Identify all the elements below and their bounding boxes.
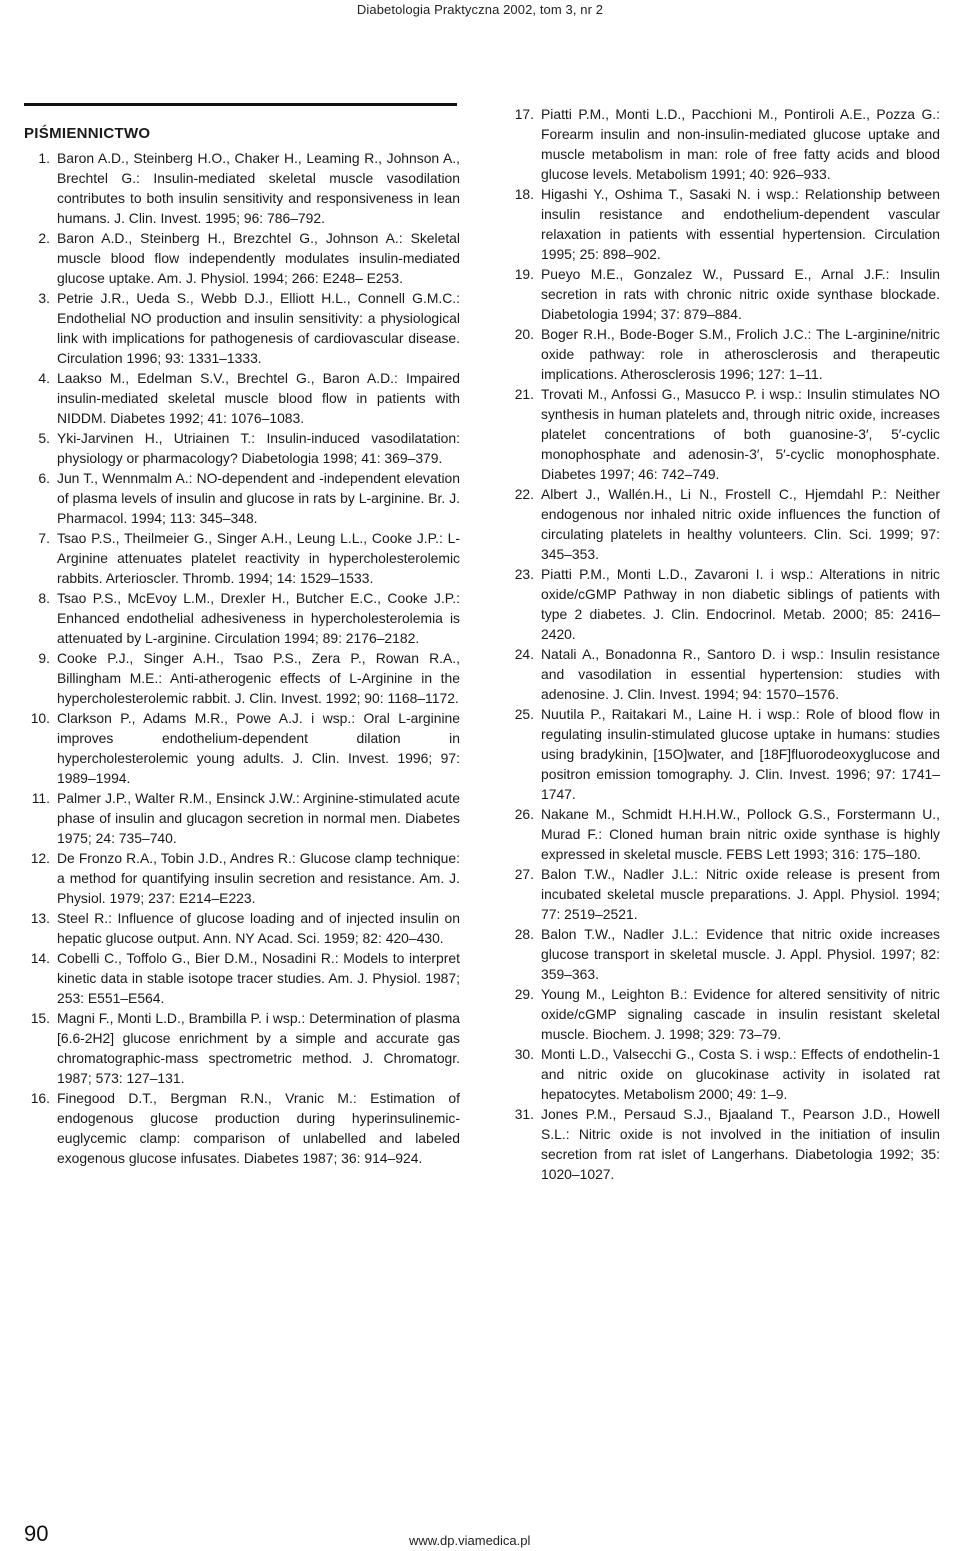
section-title: PIŚMIENNICTWO [24,125,151,142]
reference-number: 12. [30,850,50,866]
reference-number: 4. [38,370,50,386]
reference-text: Jun T., Wennmalm A.: NO-dependent and -independent elevation of plasma levels of insulin and glucose in rats by L-arginine. Br. J. Pharmacol. 1994; 113: 345–348. [57,470,460,526]
reference-text: Clarkson P., Adams M.R., Powe A.J. i wsp.: Oral L-arginine improves endothelium-dependent dilation in hypercholesterolemic young adults. J. Clin. Invest. 1996; 97: 1989–1994. [57,710,460,786]
reference-text: Petrie J.R., Ueda S., Webb D.J., Elliott H.L., Connell G.M.C.: Endothelial NO production and insulin sensitivity: a physiological link with implications for pathogenesis of cardiovascular disease. Circulation 1996; 93: 1331–1333. [57,290,460,366]
reference-text: Higashi Y., Oshima T., Sasaki N. i wsp.: Relationship between insulin resistance and endothelium-dependent vascular relaxation in patients with essential hypertension. Circulation 1995; 25: 898–902. [541,186,940,262]
reference-item [508,184,940,264]
reference-text: Laakso M., Edelman S.V., Brechtel G., Baron A.D.: Impaired insulin-mediated skeletal muscle blood flow in patients with NIDDM. Diabetes 1992; 41: 1076–1083. [57,370,460,426]
reference-number: 29. [514,986,534,1002]
reference-text: Cooke P.J., Singer A.H., Tsao P.S., Zera P., Rowan R.A., Billingham M.E.: Anti-atherogenic effects of L-Arginine in the hypercholesterolemic rabbit. J. Clin. Invest. 1992; 90: 1168–1172. [57,650,460,706]
page-number: 90 [24,1521,49,1546]
reference-item [508,104,940,184]
reference-item [24,788,460,848]
reference-text: Nakane M., Schmidt H.H.H.W., Pollock G.S., Forstermann U., Murad F.: Cloned human brain nitric oxide synthase is highly expressed in skeletal muscle. FEBS Lett 1993; 316: 175–180. [541,806,940,862]
top-rule [24,103,457,106]
reference-number: 24. [514,646,534,662]
reference-number: 17. [514,106,534,122]
reference-text: Albert J., Wallén.H., Li N., Frostell C., Hjemdahl P.: Neither endogenous nor inhaled nitric oxide influences the function of circulating platelets in healthy volunteers. Clin. Sci. 1999; 97: 345–353. [541,486,940,562]
reference-number: 9. [38,650,50,666]
reference-number: 22. [514,486,534,502]
reference-item [24,288,460,368]
reference-number: 14. [30,950,50,966]
reference-number: 25. [514,706,534,722]
reference-number: 21. [514,386,534,402]
reference-number: 20. [514,326,534,342]
reference-item [24,528,460,588]
reference-number: 5. [38,430,50,446]
reference-item [508,384,940,484]
reference-text: Magni F., Monti L.D., Brambilla P. i wsp.: Determination of plasma [6.6-2H2] glucose enrichment by a simple and accurate gas chromatographic-mass spectrometric method. J. Chromatogr. 1987; 573: 127–131. [57,1010,460,1086]
reference-text: Yki-Jarvinen H., Utriainen T.: Insulin-induced vasodilatation: physiology or pharmacology? Diabetologia 1998; 41: 369–379. [57,430,460,466]
reference-number: 13. [30,910,50,926]
references-right-column [508,104,940,1184]
reference-text: Boger R.H., Bode-Boger S.M., Frolich J.C.: The L-arginine/nitric oxide pathway: role in atherosclerosis and therapeutic implications. Atherosclerosis 1996; 127: 1–11. [541,326,940,382]
reference-text: Pueyo M.E., Gonzalez W., Pussard E., Arnal J.F.: Insulin secretion in rats with chronic nitric oxide synthase blockade. Diabetologia 1994; 37: 879–884. [541,266,940,322]
reference-text: Balon T.W., Nadler J.L.: Nitric oxide release is present from incubated skeletal muscle preparations. J. Appl. Physiol. 1994; 77: 2519–2521. [541,866,940,922]
reference-text: Young M., Leighton B.: Evidence for altered sensitivity of nitric oxide/cGMP signaling cascade in insulin resistant skeletal muscle. Biochem. J. 1998; 329: 73–79. [541,986,940,1042]
reference-number: 30. [514,1046,534,1062]
reference-item [24,848,460,908]
reference-number: 15. [30,1010,50,1026]
reference-text: Balon T.W., Nadler J.L.: Evidence that nitric oxide increases glucose transport in skeletal muscle. J. Appl. Physiol. 1997; 82: 359–363. [541,926,940,982]
reference-number: 8. [38,590,50,606]
reference-number: 6. [38,470,50,486]
reference-item [24,708,460,788]
reference-text: Baron A.D., Steinberg H.O., Chaker H., Leaming R., Johnson A., Brechtel G.: Insulin-mediated skeletal muscle vasodilation contributes to both insulin sensitivity and responsiveness in lean humans. J. Clin. Invest. 1995; 96: 786–792. [57,150,460,226]
reference-text: Baron A.D., Steinberg H., Brezchtel G., Johnson A.: Skeletal muscle blood flow independently modulates insulin-mediated glucose uptake. Am. J. Physiol. 1994; 266: E248– E253. [57,230,460,286]
reference-item [508,924,940,984]
reference-text: Steel R.: Influence of glucose loading and of injected insulin on hepatic glucose output. Ann. NY Acad. Sci. 1959; 82: 420–430. [57,910,460,946]
reference-item [24,588,460,648]
references-left-column [24,124,460,1168]
reference-item [24,1008,460,1088]
reference-number: 28. [514,926,534,942]
reference-number: 7. [38,530,50,546]
reference-text: Tsao P.S., McEvoy L.M., Drexler H., Butcher E.C., Cooke J.P.: Enhanced endothelial adhesiveness in hypercholesterolemia is attenuated by L-arginine. Circulation 1994; 89: 2176–2182. [57,590,460,646]
footer-url[interactable]: www.dp.viamedica.pl [409,1533,531,1548]
reference-item [508,644,940,704]
reference-number: 31. [514,1106,534,1122]
reference-number: 10. [30,710,50,726]
reference-list-left [24,148,460,1168]
reference-text: Trovati M., Anfossi G., Masucco P. i wsp.: Insulin stimulates NO synthesis in human platelets and, through nitric oxide, increases platelet concentrations of both guanosine-3′, 5′-cyclic monophosphate and adenosin-3′, 5′-cyclic monophosphate. Diabetes 1997; 46: 742–749. [541,386,940,482]
reference-item [508,1104,940,1184]
reference-number: 1. [38,150,50,166]
reference-item [24,428,460,468]
reference-item [24,368,460,428]
reference-item [508,984,940,1044]
reference-item [508,1044,940,1104]
reference-item [508,564,940,644]
reference-number: 18. [514,186,534,202]
reference-item [508,484,940,564]
reference-item [508,704,940,804]
reference-text: Piatti P.M., Monti L.D., Zavaroni I. i wsp.: Alterations in nitric oxide/cGMP Pathway in non diabetic siblings of patients with type 2 diabetes. J. Clin. Endocrinol. Metab. 2000; 85: 2416–2420. [541,566,940,642]
reference-item [24,948,460,1008]
reference-item [24,1088,460,1168]
reference-text: Finegood D.T., Bergman R.N., Vranic M.: Estimation of endogenous glucose production during hyperinsulinemic-euglycemic clamp: comparison of unlabelled and labeled exogenous glucose infusates. Diabetes 1987; 36: 914–924. [57,1090,460,1166]
reference-text: Natali A., Bonadonna R., Santoro D. i wsp.: Insulin resistance and vasodilation in essential hypertension: studies with adenosine. J. Clin. Invest. 1994; 94: 1570–1576. [541,646,940,702]
reference-text: Piatti P.M., Monti L.D., Pacchioni M., Pontiroli A.E., Pozza G.: Forearm insulin and non-insulin-mediated glucose uptake and muscle metabolism in man: role of free fatty acids and blood glucose levels. Metabolism 1991; 40: 926–933. [541,106,940,182]
reference-number: 2. [38,230,50,246]
reference-number: 19. [514,266,534,282]
reference-number: 27. [514,866,534,882]
reference-item [508,804,940,864]
running-head: Diabetologia Praktyczna 2002, tom 3, nr 2 [356,2,604,17]
reference-text: Monti L.D., Valsecchi G., Costa S. i wsp.: Effects of endothelin-1 and nitric oxide on glucokinase activity in isolated rat hepatocytes. Metabolism 2000; 49: 1–9. [541,1046,940,1102]
reference-number: 16. [30,1090,50,1106]
reference-item [508,264,940,324]
reference-item [24,468,460,528]
reference-item [508,324,940,384]
reference-item [24,228,460,288]
reference-text: Cobelli C., Toffolo G., Bier D.M., Nosadini R.: Models to interpret kinetic data in stable isotope tracer studies. Am. J. Physiol. 1987; 253: E551–E564. [57,950,460,1006]
reference-number: 26. [514,806,534,822]
reference-number: 3. [38,290,50,306]
reference-item [508,864,940,924]
reference-list-right [508,104,940,1184]
reference-text: Nuutila P., Raitakari M., Laine H. i wsp.: Role of blood flow in regulating insulin-stimulated glucose uptake in humans: studies using bradykinin, [15O]water, and [18F]fluorodeoxyglucose and positron emission tomography. J. Clin. Invest. 1996; 97: 1741–1747. [541,706,940,802]
reference-text: Palmer J.P., Walter R.M., Ensinck J.W.: Arginine-stimulated acute phase of insulin and glucagon secretion in normal men. Diabetes 1975; 24: 735–740. [57,790,460,846]
reference-number: 11. [31,790,50,806]
reference-item [24,908,460,948]
reference-text: Tsao P.S., Theilmeier G., Singer A.H., Leung L.L., Cooke J.P.: L-Arginine attenuates platelet reactivity in hypercholesterolemic rabbits. Arterioscler. Thromb. 1994; 14: 1529–1533. [57,530,460,586]
reference-text: Jones P.M., Persaud S.J., Bjaaland T., Pearson J.D., Howell S.L.: Nitric oxide is not involved in the initiation of insulin secretion from rat islet of Langerhans. Diabetologia 1992; 35: 1020–1027. [541,1106,940,1182]
reference-item [24,148,460,228]
reference-number: 23. [514,566,534,582]
reference-text: De Fronzo R.A., Tobin J.D., Andres R.: Glucose clamp technique: a method for quantifying insulin secretion and resistance. Am. J. Physiol. 1979; 237: E214–E223. [57,850,460,906]
reference-item [24,648,460,708]
